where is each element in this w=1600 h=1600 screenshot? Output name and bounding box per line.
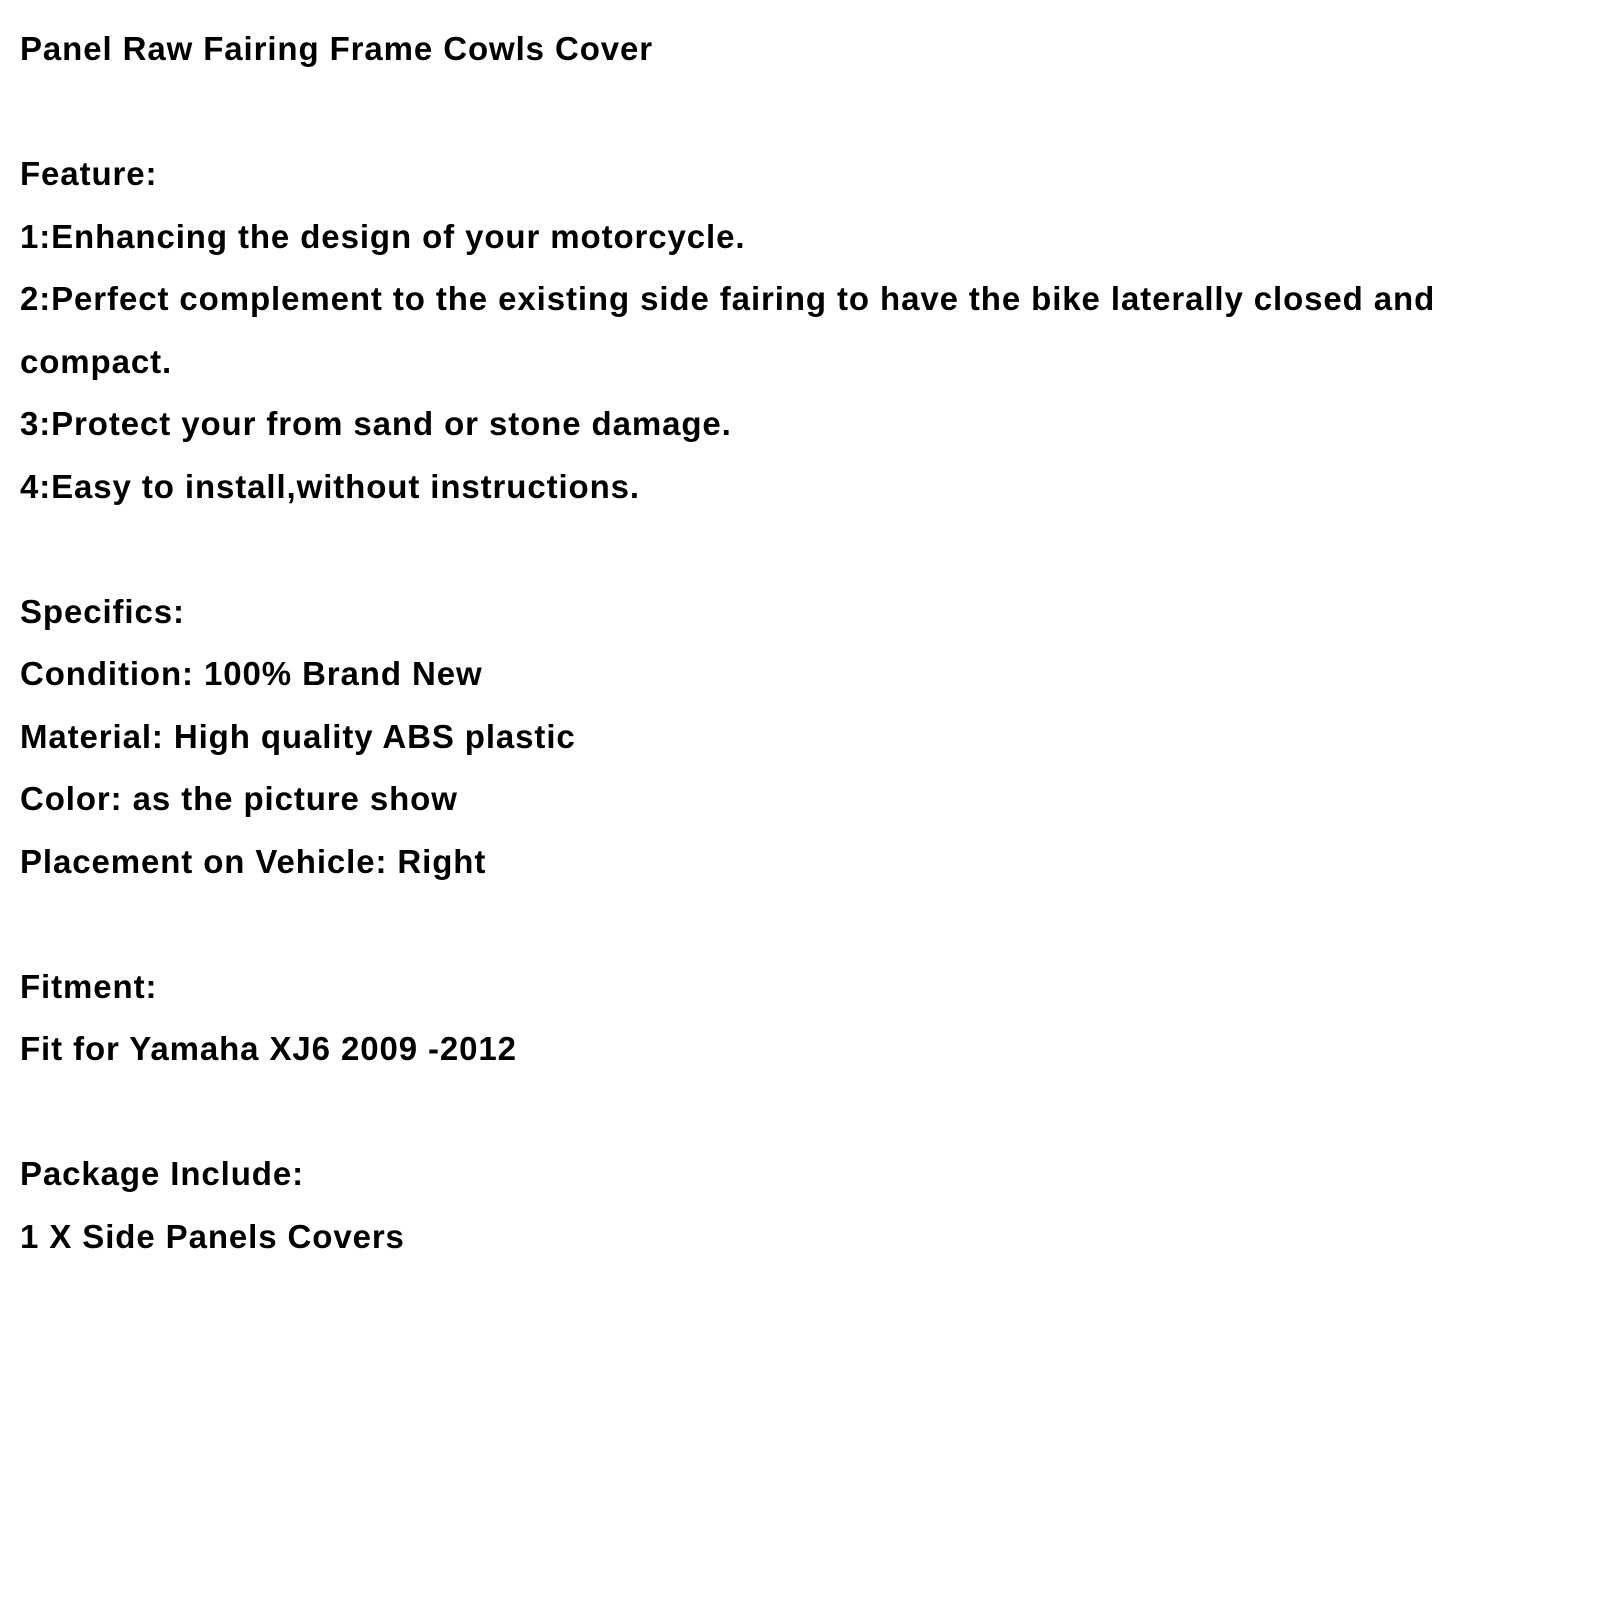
spacer — [20, 893, 1560, 956]
specifics-item: Condition: 100% Brand New — [20, 655, 483, 692]
feature-item: 2:Perfect complement to the existing side fairing to have the bike laterally closed and compact. — [20, 280, 1446, 380]
product-description — [20, 18, 1560, 1268]
package-item: 1 X Side Panels Covers — [20, 1217, 405, 1255]
fitment-item: Fit for Yamaha XJ6 2009 -2012 — [20, 1030, 517, 1067]
spacer — [20, 81, 1560, 144]
feature-item: 4:Easy to install,without instructions. — [20, 467, 640, 505]
specifics-heading: Specifics: — [20, 592, 185, 630]
fitment-heading: Fitment: — [20, 967, 158, 1005]
specifics-item: Placement on Vehicle: Right — [20, 842, 487, 880]
feature-heading: Feature: — [20, 155, 158, 192]
feature-item: 1:Enhancing the design of your motorcycle. — [20, 217, 746, 255]
package-heading: Package Include: — [20, 1155, 305, 1192]
spacer — [20, 518, 1560, 581]
feature-item: 3:Protect your from sand or stone damage. — [20, 405, 732, 442]
spacer — [20, 1081, 1560, 1144]
specifics-item: Material: High quality ABS plastic — [20, 717, 576, 755]
specifics-item: Color: as the picture show — [20, 780, 458, 817]
product-title: Panel Raw Fairing Frame Cowls Cover — [20, 30, 654, 67]
